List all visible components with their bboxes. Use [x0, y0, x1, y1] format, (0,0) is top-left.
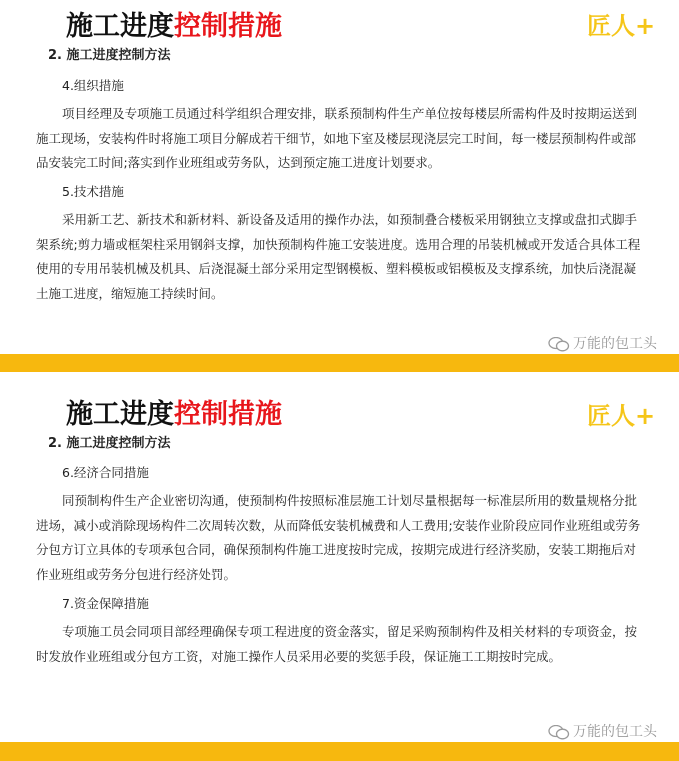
slide1-title-black: 施工进度 — [66, 11, 174, 42]
slide2-bottom-bar — [0, 742, 679, 761]
slide2-logo — [587, 396, 659, 430]
slide2-title-black: 施工进度 — [66, 399, 174, 430]
slide2-watermark-text: 万能的包工头 — [573, 724, 657, 740]
slide1-watermark — [548, 333, 657, 353]
slide1-section1-heading: 4.组织措施 — [62, 78, 124, 93]
slide1-bottom-bar — [0, 354, 679, 372]
slide2-section1-heading: 6.经济合同措施 — [62, 465, 149, 480]
slide1-section1-body: 项目经理及专项施工员通过科学组织合理安排，联系预制构件生产单位按每楼层所需构件及时按期运送到施工现场，安装构件时将施工项目分解成若干细节，如地下室及楼层现浇层完工时间，每一楼层预制构件或部品安装完工时间;落实到作业班组或劳务队，达到预定施工进度计划要求。 — [36, 106, 638, 170]
slide1-section2-body: 采用新工艺、新技术和新材料、新设备及适用的操作办法，如预制叠合楼板采用钢独立支撑或盘扣式脚手架系统;剪力墙或框架柱采用钢斜支撑，加快预制构件施工安装进度。选用合理的吊装机械或开发适合具体工程使用的专用吊装机械及机具、后浇混凝土部分采用定型钢模板、塑料模板或铝模板及支撑系统，加快后浇混凝土施工进度，缩短施工持续时间。 — [36, 212, 641, 301]
slide1-section2-heading: 5.技术措施 — [62, 184, 124, 199]
slide2-section2-heading: 7.资金保障措施 — [62, 596, 149, 611]
slide1-title-red: 控制措施 — [174, 11, 282, 42]
slide2-title — [66, 392, 282, 431]
slide1-watermark-text: 万能的包工头 — [573, 336, 657, 352]
slide2-logo-text: 匠人+ — [587, 402, 656, 430]
wechat-icon — [548, 337, 570, 352]
slide1-logo-text: 匠人+ — [587, 12, 656, 40]
slide1-subheading: 2. 施工进度控制方法 — [48, 48, 171, 63]
slide1-logo — [587, 6, 659, 40]
wechat-icon — [548, 725, 570, 740]
slide1-title — [66, 4, 282, 43]
slide2-title-red: 控制措施 — [174, 399, 282, 430]
slide2-subheading: 2. 施工进度控制方法 — [48, 436, 171, 451]
slide2-section2-body: 专项施工员会同项目部经理确保专项工程进度的资金落实，留足采购预制构件及相关材料的专项资金，按时发放作业班组或分包方工资，对施工操作人员采用必要的奖惩手段，保证施工工期按时完成。 — [36, 624, 638, 664]
slide2-section1-body: 同预制构件生产企业密切沟通，使预制构件按照标准层施工计划尽量根据每一标准层所用的数量规格分批进场，减小或消除现场构件二次周转次数，从而降低安装机械费和人工费用;安装作业阶段应同作业班组或劳务分包方订立具体的专项承包合同，确保预制构件施工进度按时完成，按期完成进行经济奖励，安装工期拖后对作业班组或劳务分包进行经济处罚。 — [36, 493, 641, 582]
slide2-watermark — [548, 721, 657, 741]
